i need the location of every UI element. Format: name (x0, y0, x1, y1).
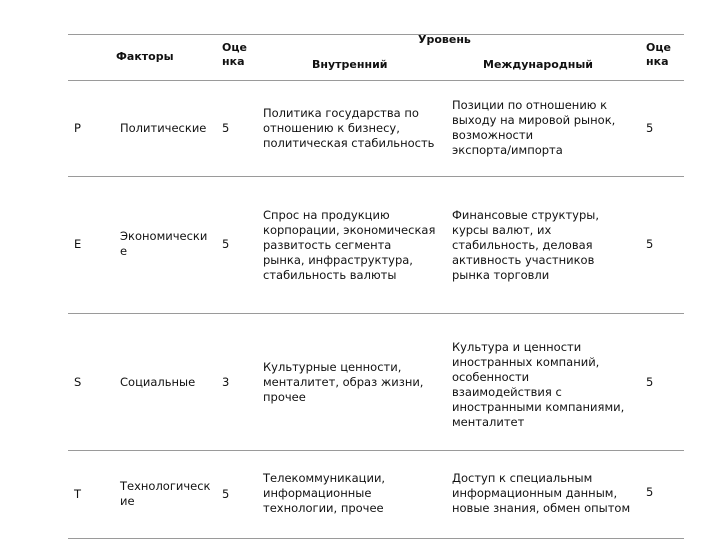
row-rating-right: 5 (646, 121, 654, 135)
row-international: Финансовые структуры, курсы валют, их стабильность, деловая активность участников рынка торговли (452, 208, 600, 282)
header-rating-right: Оце нка (646, 41, 671, 68)
row-rating-right: 5 (646, 485, 654, 499)
row-factor: Политические (120, 121, 207, 135)
row-internal: Политика государства по отношению к бизнесу, политическая стабильность (263, 106, 435, 150)
header-factors: Факторы (116, 50, 174, 63)
row-international: Культура и ценности иностранных компаний, особенности взаимодействия с иностранными компаниями, менталитет (452, 340, 625, 429)
row-divider (68, 313, 684, 314)
header-rating-left: Оце нка (222, 41, 247, 68)
row-rating: 5 (222, 121, 230, 135)
row-rating: 5 (222, 487, 230, 501)
row-factor: Технологическ ие (120, 479, 211, 508)
header-level: Уровень (418, 33, 471, 46)
row-divider (68, 34, 684, 35)
header-international: Международный (483, 58, 593, 71)
row-letter: T (74, 487, 82, 501)
row-divider (68, 176, 684, 177)
row-internal: Спрос на продукцию корпорации, экономическая развитость сегмента рынка, инфраструктура, стабильность валюты (263, 208, 436, 282)
row-rating-right: 5 (646, 375, 654, 389)
row-internal: Телекоммуникации, информационные технологии, прочее (263, 471, 386, 515)
row-rating-right: 5 (646, 237, 654, 251)
row-rating: 5 (222, 237, 230, 251)
row-letter: E (74, 237, 82, 251)
row-letter: P (74, 121, 81, 135)
row-internal: Культурные ценности, менталитет, образ жизни, прочее (263, 360, 424, 404)
row-letter: S (74, 375, 82, 389)
row-divider (68, 450, 684, 451)
row-international: Доступ к специальным информационным данным, новые знания, обмен опытом (452, 471, 631, 515)
row-factor: Экономически е (120, 229, 208, 258)
row-factor: Социальные (120, 375, 196, 389)
row-divider (68, 538, 684, 539)
row-international: Позиции по отношению к выходу на мировой рынок, возможности экспорта/импорта (452, 98, 616, 157)
header-internal: Внутренний (312, 58, 388, 71)
row-rating: 3 (222, 375, 230, 389)
row-divider (68, 80, 684, 81)
